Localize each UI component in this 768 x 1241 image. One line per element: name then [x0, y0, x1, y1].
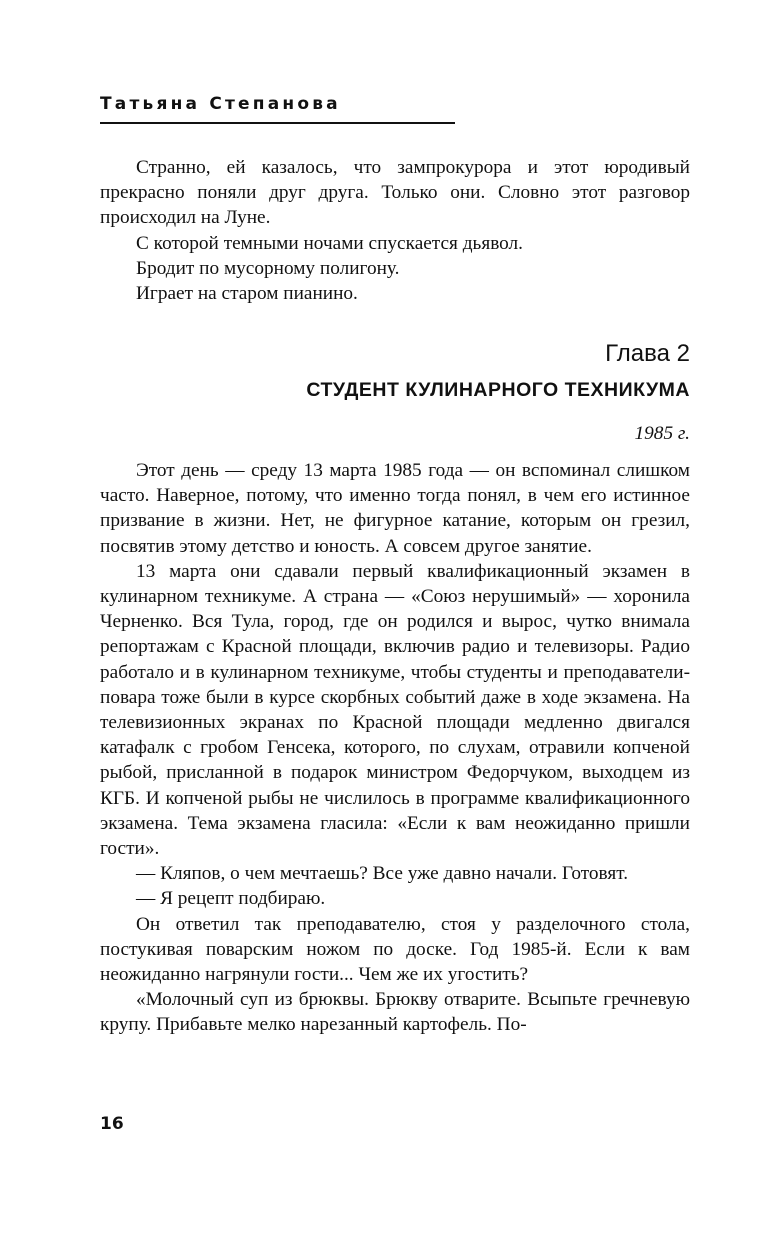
running-head: Татьяна Степанова — [100, 94, 341, 114]
chapter-date: 1985 г. — [634, 423, 690, 444]
paragraph: — Я рецепт подбираю. — [136, 888, 326, 910]
text-block-chapter — [100, 458, 690, 1038]
text-block-intro — [100, 155, 690, 306]
paragraph: Он ответил так преподавателю, стоя у разделочного стола, постукивая поварским ножом по доске. Год 1985-й. Если к вам неожиданно нагрянули гости... Чем же их угостить? — [100, 913, 690, 986]
paragraph: — Кляпов, о чем мечтаешь? Все уже давно начали. Готовят. — [136, 863, 629, 885]
paragraph: Играет на старом пианино. — [136, 283, 358, 305]
page-number: 16 — [100, 1114, 124, 1134]
paragraph: С которой темными ночами спускается дьявол. — [136, 232, 523, 254]
paragraph: Странно, ей казалось, что зампрокурора и этот юродивый прекрасно поняли друг друга. Только они. Словно этот разговор происходил на Луне. — [100, 157, 690, 229]
chapter-number: Глава 2 — [605, 340, 690, 367]
paragraph: 13 марта они сдавали первый квалификационный экзамен в кулинарном техникуме. А страна — «Союз нерушимый» — хоронила Черненко. Вся Тула, город, где он родился и вырос, чутко внимала репортажам с Красной площади, включив радио и телевизоры. Радио работало и в кулинарном техникуме, чтобы студенты и преподаватели-повара тоже были в курсе скорбных событий даже в ходе экзамена. На телевизионных экранах по Красной площади медленно двигался катафалк с гробом Генсека, которого, по слухам, отравили копченой рыбой, присланной в подарок министром Федорчуком, выходцем из КГБ. И копченой рыбы не числилось в программе квалификационного экзамена. Тема экзамена гласила: «Если к вам неожиданно пришли гости». — [100, 560, 690, 860]
header-rule — [100, 122, 455, 124]
paragraph: Этот день — среду 13 марта 1985 года — он вспоминал слишком часто. Наверное, потому, что именно тогда понял, в чем его истинное призвание в жизни. Нет, не фигурное катание, которым он грезил, посвятив этому детство и юность. А совсем другое занятие. — [100, 460, 690, 557]
paragraph: «Молочный суп из брюквы. Брюкву отварите. Всыпьте гречневую крупу. Прибавьте мелко нарезанный картофель. По- — [100, 989, 690, 1036]
chapter-title: СТУДЕНТ КУЛИНАРНОГО ТЕХНИКУМА — [306, 379, 690, 401]
paragraph: Бродит по мусорному полигону. — [136, 257, 400, 279]
